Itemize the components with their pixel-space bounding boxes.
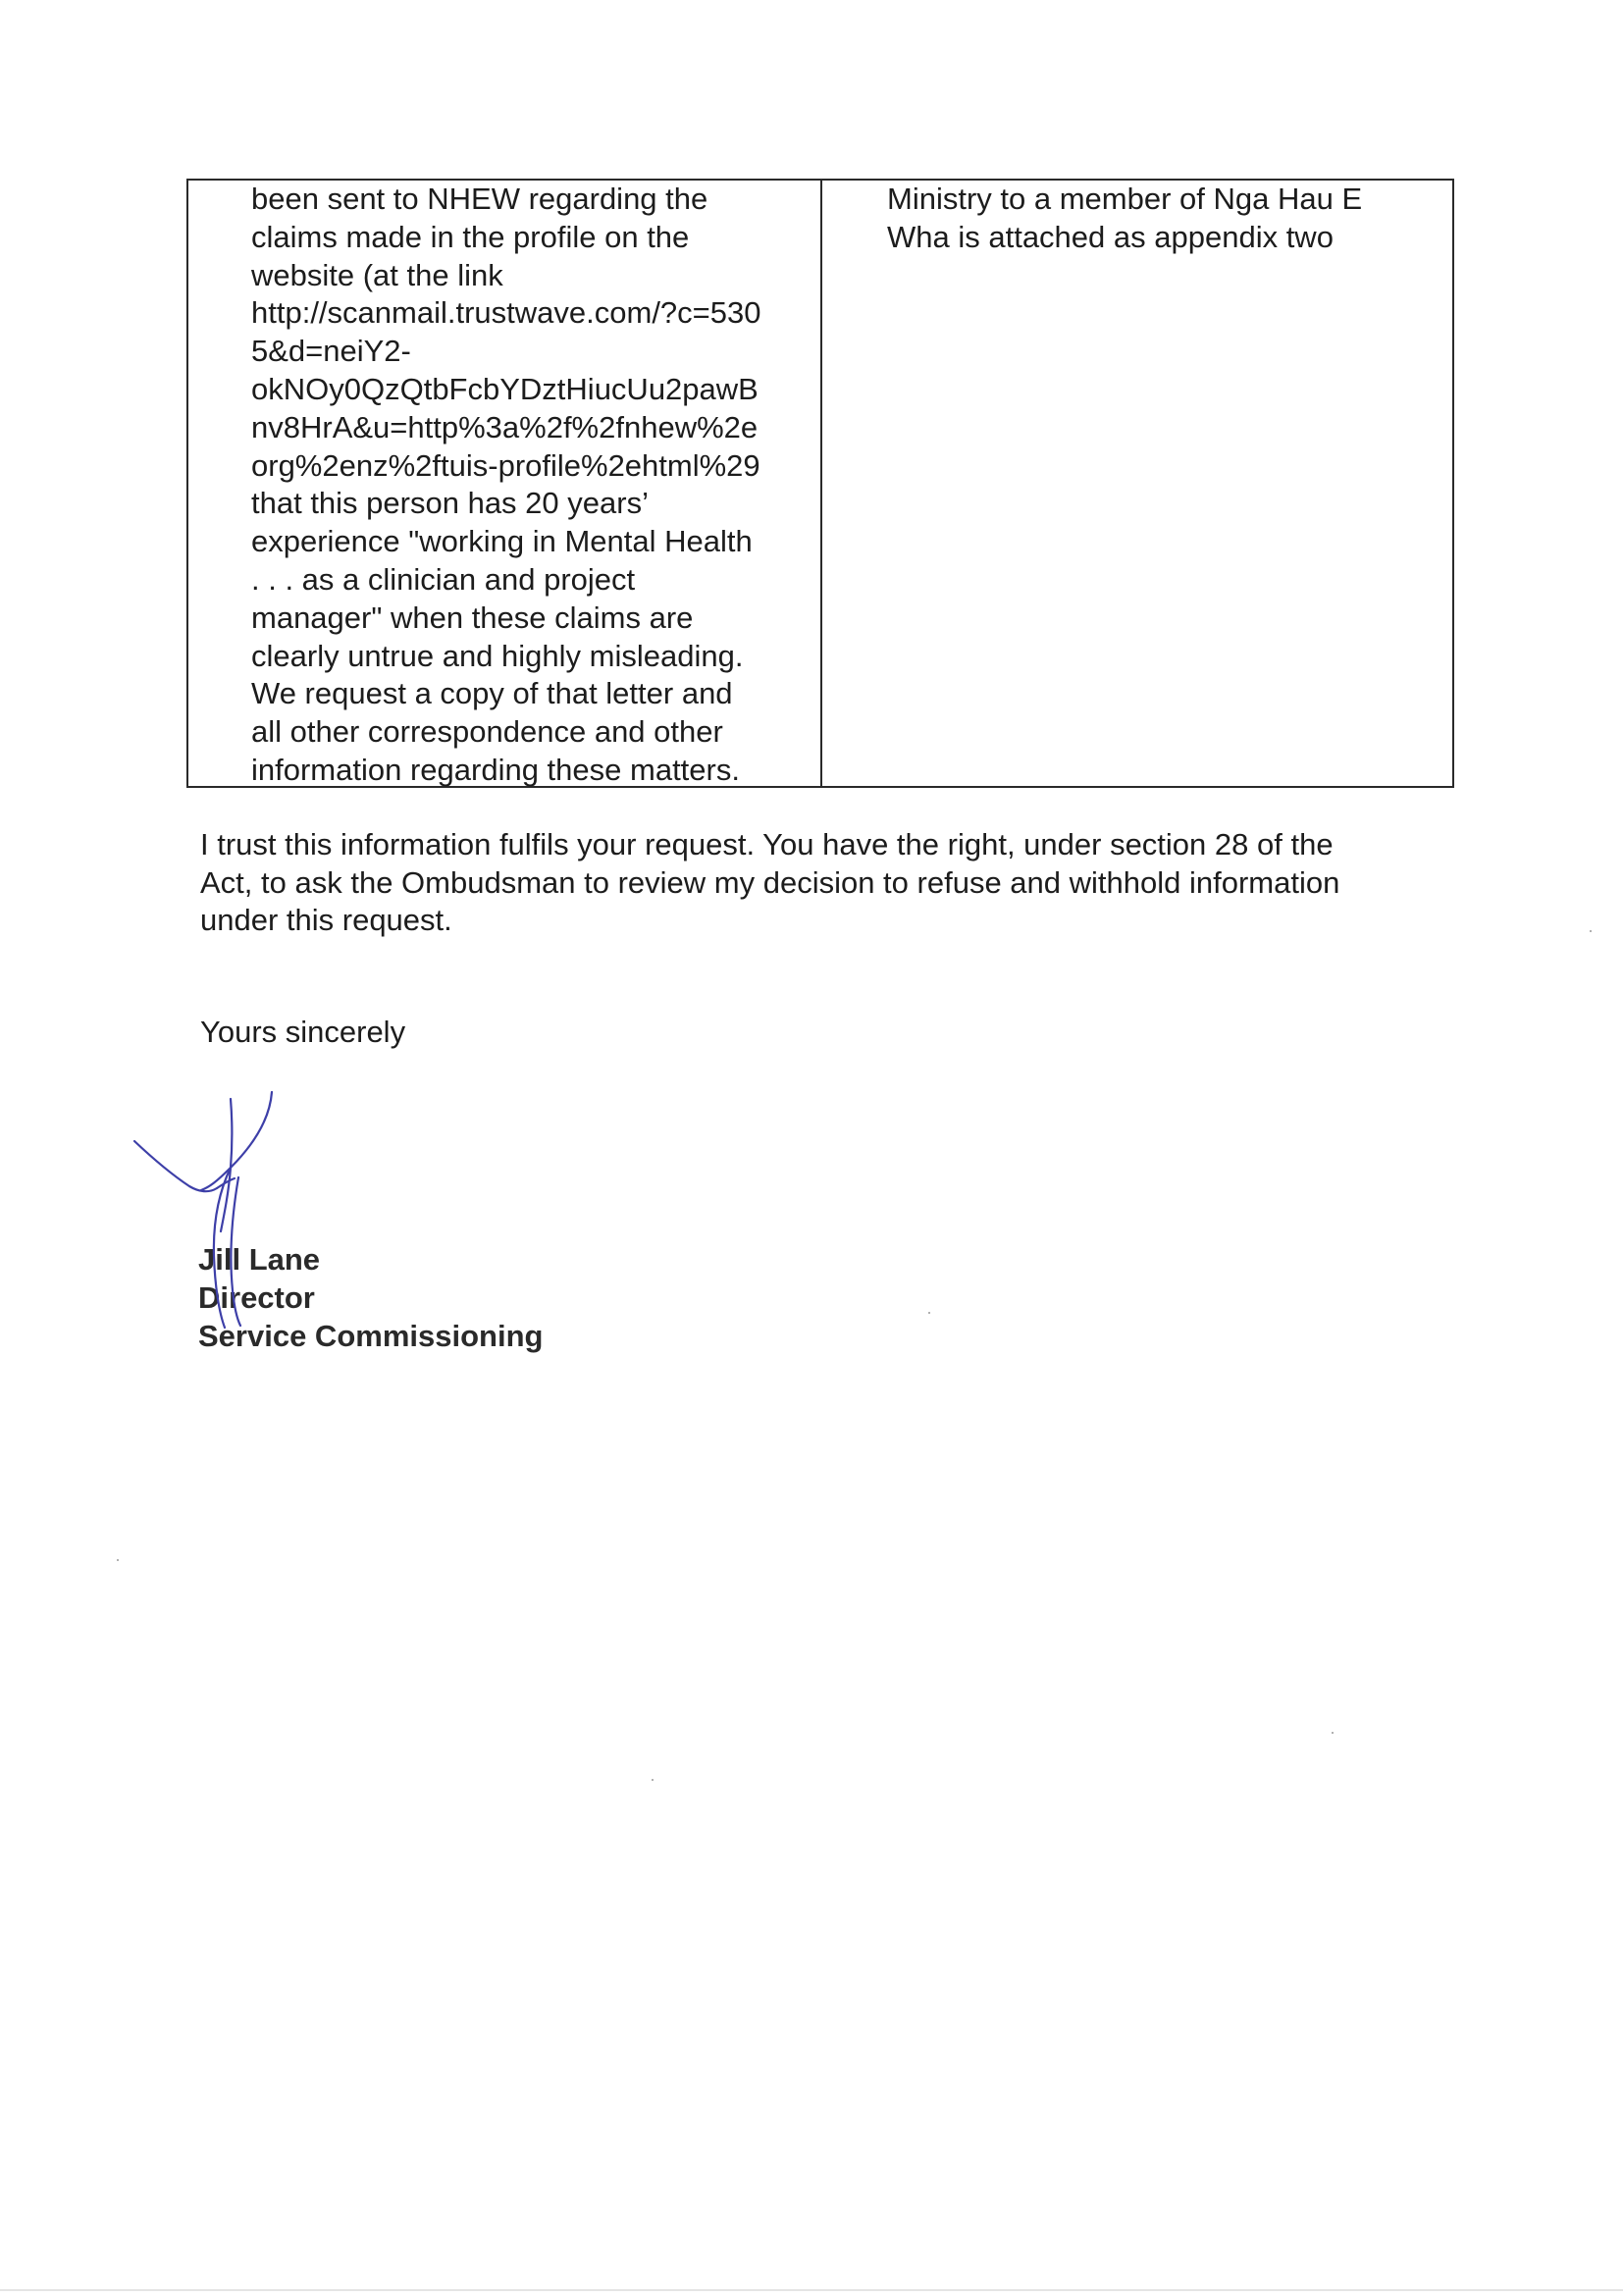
scan-speck [117,1559,119,1561]
signatory-department: Service Commissioning [198,1319,544,1353]
signatory-name: Jill Lane [198,1242,321,1277]
scan-speck [928,1312,930,1314]
review-rights-paragraph [200,826,1466,940]
request-line: nv8HrA&u=http%3a%2f%2fnhew%2e [251,409,759,444]
request-line: okNOy0QzQtbFcbYDztHiucUu2pawB [251,371,759,406]
scan-bottom-edge [0,2289,1623,2291]
paragraph-line: Act, to ask the Ombudsman to review my decision to refuse and withhold information [200,864,1340,900]
closing-salutation: Yours sincerely [200,1015,406,1049]
paragraph-line: under this request. [200,903,452,937]
request-line: claims made in the profile on the [251,219,690,254]
request-table-continuation [186,179,1454,788]
request-line: that this person has 20 years’ [251,486,649,521]
request-line: clearly untrue and highly misleading. [251,638,744,673]
response-cell [822,181,1452,786]
request-line: http://scanmail.trustwave.com/?c=530 [251,295,761,331]
scan-speck [1332,1732,1334,1734]
request-line: . . . as a clinician and project [251,561,636,597]
response-line: Ministry to a member of Nga Hau E [887,182,1363,216]
request-line: We request a copy of that letter and [251,676,733,711]
scan-speck [652,1779,654,1781]
request-line: manager" when these claims are [251,600,694,635]
request-line: 5&d=neiY2- [251,334,411,369]
scan-speck [1590,930,1592,932]
request-line: website (at the link [251,257,503,292]
response-line: Wha is attached as appendix two [887,219,1334,254]
request-line: been sent to NHEW regarding the [251,182,708,216]
request-line: information regarding these matters. [251,752,740,787]
signatory-title: Director [198,1280,315,1315]
request-line: all other correspondence and other [251,714,723,750]
request-line: experience "working in Mental Health [251,524,753,559]
request-cell [188,181,822,786]
handwritten-signature-icon [123,1084,299,1330]
request-line: org%2enz%2ftuis-profile%2ehtml%29 [251,447,760,483]
paragraph-line: I trust this information fulfils your request. You have the right, under section 28 of the [200,827,1334,861]
